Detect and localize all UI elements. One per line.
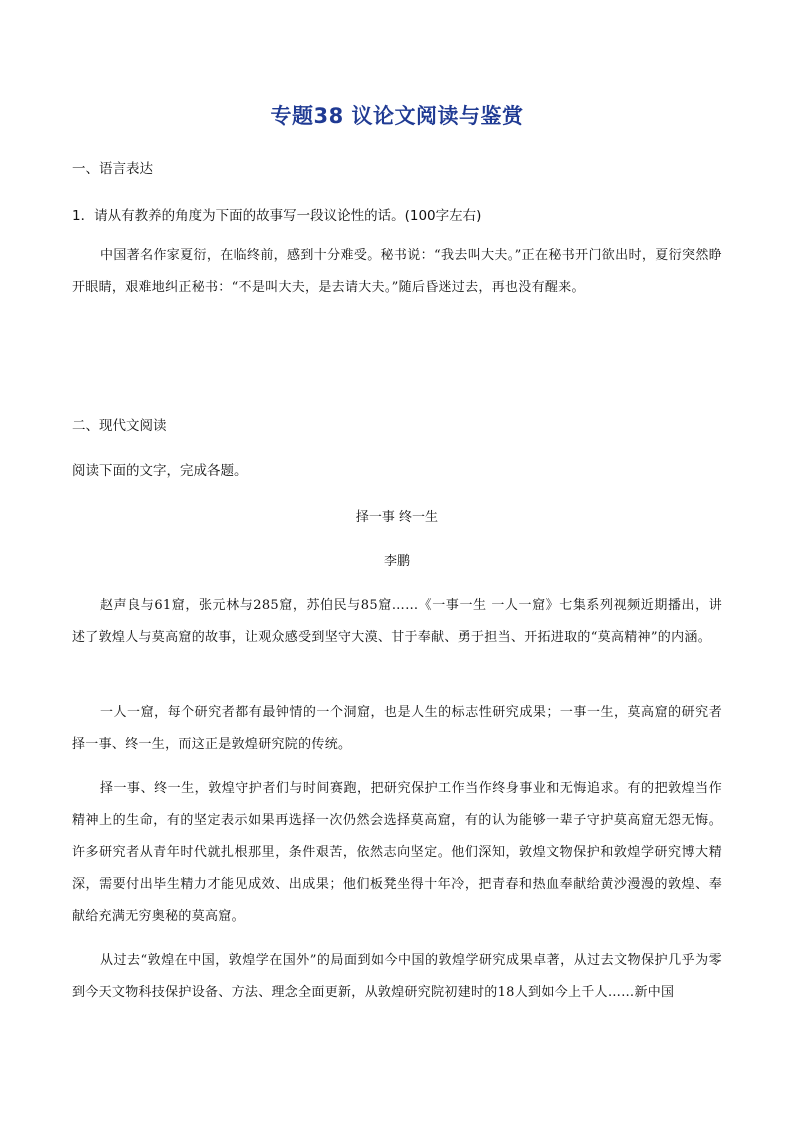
article-author: 李鹏 [383, 554, 410, 569]
article-paragraph-2: 一人一窟，每个研究者都有最钟情的一个洞窟，也是人生的标志性研究成果；一事一生，莫高窟的研究者择一事、终一生，而这正是敦煌研究院的传统。 [72, 705, 722, 752]
question-1: 1．请从有教养的角度为下面的故事写一段议论性的话。(100字左右) [72, 208, 482, 224]
article-paragraph-3: 择一事、终一生，敦煌守护者们与时间赛跑，把研究保护工作当作终身事业和无悔追求。有的把敦煌当作精神上的生命，有的坚定表示如果再选择一次仍然会选择莫高窟，有的认为能够一辈子守护莫高窟无怨无悔。许多研究者从青年时代就扎根那里，条件艰苦，依然志向坚定。他们深知，敦煌文物保护和敦煌学研究博大精深，需要付出毕生精力才能见成效、出成果；他们板凳坐得十年冷，把青春和热血奉献给黄沙漫漫的敦煌、奉献给充满无穷奥秘的莫高窟。 [72, 781, 722, 924]
story-passage: 中国著名作家夏衍，在临终前，感到十分难受。秘书说：“我去叫大夫。”正在秘书开门欲出时，夏衍突然睁开眼睛，艰难地纠正秘书：“不是叫大夫，是去请大夫。”随后昏迷过去，再也没有醒来。 [72, 248, 722, 295]
page-title: 专题38 议论文阅读与鉴赏 [270, 104, 524, 128]
article-title: 择一事 终一生 [355, 510, 439, 525]
section-heading-reading: 二、现代文阅读 [72, 418, 167, 434]
article-paragraph-1: 赵声良与61窟，张元林与285窟，苏伯民与85窟……《一事一生 一人一窟》七集系列视频近期播出，讲述了敦煌人与莫高窟的故事，让观众感受到坚守大漠、甘于奉献、勇于担当、开拓进取的“莫高精神”的内涵。 [72, 598, 722, 645]
section-heading-language: 一、语言表达 [72, 161, 153, 177]
reading-instruction: 阅读下面的文字，完成各题。 [72, 463, 248, 479]
article-paragraph-4: 从过去“敦煌在中国，敦煌学在国外”的局面到如今中国的敦煌学研究成果卓著，从过去文物保护几乎为零到今天文物科技保护设备、方法、理念全面更新，从敦煌研究院初建时的18人到如今上千人……新中国 [72, 953, 722, 1000]
